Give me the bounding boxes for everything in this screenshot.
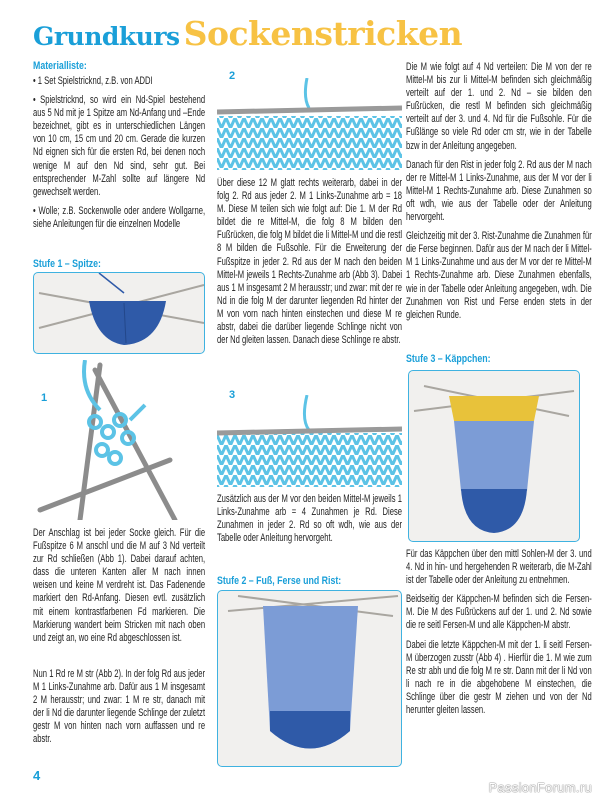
figure-1-label: 1: [41, 392, 48, 404]
material-item: • Spielstricknd, so wird ein Nd-Spiel bestehend aus 5 Nd mit je 1 Spitze am Nd-Anfang und –Ende bezeichnet, gibt es in unterschiedlichen Längen von 10 cm, 15 cm und 20 cm. Gerade die kurzen Nd eignen sich für die ersten Rd, bei denen noch wenige M auf den Nd sind, sehr gut. Bei entsprechender M-Zahl sollte auf längere Nd gewechselt werden.: [33, 94, 206, 198]
photo-sock-foot: [217, 590, 402, 767]
stage3-paragraph-1: Für das Käppchen über den mittl Sohlen-M der 3. und 4. Nd in hin- und hergehenden R weiterarb, die M-Zahl ist der Tabelle oder der Anleitung zu entnehmen.: [406, 548, 592, 587]
photo-sock-heel: [408, 370, 580, 542]
stage1-heading: Stufe 1 – Spitze:: [33, 258, 101, 270]
stage2-paragraph-3: Gleichzeitig mit der 3. Rist-Zunahme die Zunahmen für die Ferse beginnen. Dafür aus der M nach der li Mittel-M 1 Links-Zunahme und aus der M vor der re Mittel-M 1 Rechts-Zunahme arb. Diese Zunahmen ebenfalls, wie in der Tabelle oder Anleitung angegeben, wdh. Die Zunahmen von Rist und Ferse enden stets in der gleichen Runde.: [406, 230, 592, 321]
illustration-cast-on: [30, 360, 180, 520]
stage1-paragraph-3: Über diese 12 M glatt rechts weiterarb, dabei in der folg 2. Rd aus jeder 2. M 1 Links-Zunahme arb = 18 M. Diese M teilen sich wie folgt auf: Die 1. M der Rd bildet die re Mittel-M, die folg 8 M bilden den Fußrücken, die folg M bildet die li Mittel-M und die restl 8 M bilden die Fußsohle. Für die Erweiterung der Fußspitze in jeder 2. Rd aus der M nach den beiden Mittel-M jeweils 1 Rechts-Zunahme arb (Abb 3). Dabei aus 1 M insgesamt 2 M herausstr; und zwar: mit der re Nd in die folg M der darunter liegenden Rd hinter der M von vorn nach hinten einstechen und diese M re abstr, dabei die darüber liegende Schlinge nicht von der Nd gleiten lassen. Danach diese Schlinge re abstr.: [217, 177, 403, 347]
stage2-text: [406, 61, 592, 328]
stage3-paragraph-2: Beidseitig der Käppchen-M befinden sich die Fersen-M. Die M des Fußrückens auf der 1. und 2. Nd sowie die re seitl Fersen-M und alle Käppchen-M abstr.: [406, 593, 592, 632]
page-title: [33, 14, 462, 53]
illustration-knit-increase-left: [217, 78, 402, 170]
photo-sock-toe: [33, 272, 205, 354]
title-grundkurs: Grundkurs: [33, 22, 180, 51]
stage3-text: [406, 548, 592, 723]
materials-heading: Materialliste:: [33, 60, 87, 72]
page-number: 4: [33, 768, 41, 783]
stage1-paragraph-2: Nun 1 Rd re M str (Abb 2). In der folg Rd aus jeder M 1 Links-Zunahme arb. Dafür aus 1 M insgesamt 2 M herausstr; und zwar: 1 M re str, danach mit der li Nd die darunter liegende Schlinge der zuletzt gestr M von hinten nach vorn auffassen und re abstr.: [33, 668, 206, 746]
stage1-paragraph-1: Der Anschlag ist bei jeder Socke gleich. Für die Fußspitze 6 M anschl und die M auf 3 Nd verteilt zur Rd schließen (Abb 1). Dabei darauf achten, dass die unteren Kanten aller M nach innen weisen und keine M verdreht ist. Das Fadenende markiert den Rd-Anfang. Diesen evtl. zusätzlich mit einem kontrastfarbenen Fd markieren. Die Markierung wandert beim Stricken mit nach oben und zeigt an, wo eine Rd abgeschlossen ist.: [33, 527, 206, 644]
watermark: PassionForum.ru: [488, 780, 592, 795]
title-sockenstricken: Sockenstricken: [183, 14, 463, 53]
figure-2-label: 2: [229, 70, 236, 82]
stage2-paragraph-1: Die M wie folgt auf 4 Nd verteilen: Die M von der re Mittel-M bis zur li Mittel-M befinden sich gleichmäßig verteilt auf der 1. und 2. Nd – sie bilden den Fußrücken, die restl M befinden sich gleichmäßig verteilt auf der 3. und 4. Nd für die Fußsohle. Für die Fußlänge so viele Rd oder cm str, wie in der Tabelle bzw in der Anleitung angegeben.: [406, 61, 592, 152]
illustration-knit-increase-right: [217, 395, 402, 487]
stage3-paragraph-3: Dabei die letzte Käppchen-M mit der 1. li seitl Fersen-M überzogen zusstr (Abb 4) . Hierfür die 1. M wie zum Re str abh und die folg M re str. Dann mit der li Nd von li nach re in die abgehobene M einstechen, die Schlinge über die gestr M ziehen und von der Nd herunter gleiten lassen.: [406, 638, 592, 717]
materials-list: [33, 75, 205, 237]
material-item: • 1 Set Spielstricknd, z.B. von ADDI: [33, 75, 153, 87]
stage2-heading: Stufe 2 – Fuß, Ferse und Rist:: [217, 575, 342, 587]
figure-3-label: 3: [229, 389, 236, 401]
stage3-heading: Stufe 3 – Käppchen:: [406, 353, 491, 365]
stage1-paragraph-4: Zusätzlich aus der M vor den beiden Mittel-M jeweils 1 Links-Zunahme arb = 4 Zunahmen je Rd. Diese Zunahmen in jeder 2. Rd so oft wdh, wie aus der Tabelle oder Anleitung hervorgeht.: [217, 493, 403, 545]
material-item: • Wolle; z.B. Sockenwolle oder andere Wollgarne, siehe Anleitungen für die einzelnen Modelle: [33, 204, 206, 230]
stage2-paragraph-2: Danach für den Rist in jeder folg 2. Rd aus der M nach der re Mittel-M 1 Links-Zunahme, aus der M vor der li Mittel-M 1 Rechts-Zunahme arb. Diese Zunahmen so oft wdh, wie aus der Tabelle oder der Anleitung hervorgeht.: [406, 158, 592, 224]
